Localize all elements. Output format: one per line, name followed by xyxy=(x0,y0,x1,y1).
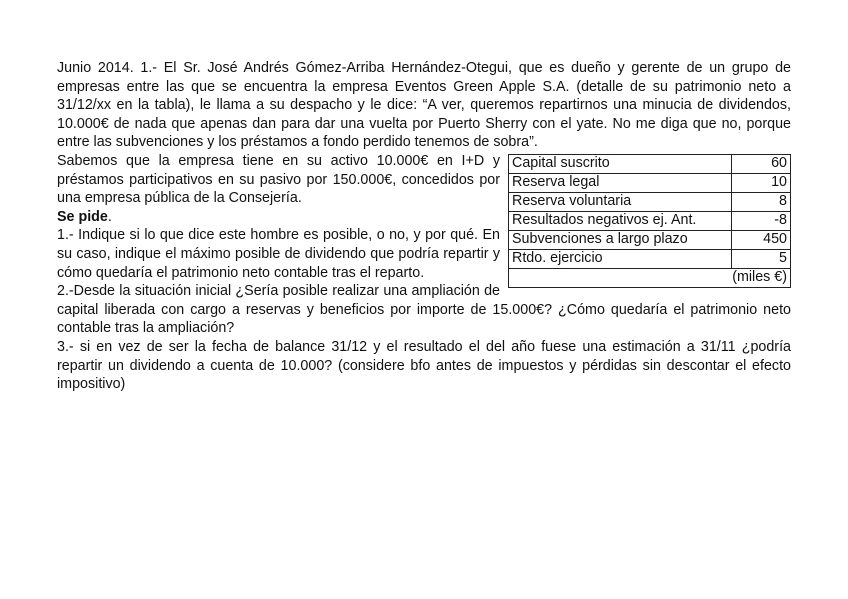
table-row xyxy=(509,173,791,192)
row-label: Rtdo. ejercicio xyxy=(509,249,732,268)
row-label: Reserva voluntaria xyxy=(509,192,732,211)
exam-page xyxy=(57,59,791,394)
intro-paragraph: Junio 2014. 1.- El Sr. José Andrés Gómez-Arriba Hernández-Otegui, que es dueño y gerente de un grupo de empresas entre las que se encuentra la empresa Eventos Green Apple S.A. (detalle de su patrimonio neto a 31/12/xx en la tabla), le llama a su despacho y le dice: “A ver, queremos repartirnos una minucia de dividendos, 10.000€ de nada que apenas dan para dar una vuelta por Puerto Sherry con el yate. No me diga que no, porque entre las subvenciones y los préstamos a fondo perdido tenemos de sobra”. xyxy=(57,60,791,151)
row-value: -8 xyxy=(732,211,791,230)
equity-table xyxy=(508,154,791,288)
row-value: 5 xyxy=(732,249,791,268)
row-value: 10 xyxy=(732,173,791,192)
row-value: 450 xyxy=(732,230,791,249)
table-units-row xyxy=(509,268,791,287)
table-row xyxy=(509,192,791,211)
row-value: 8 xyxy=(732,192,791,211)
row-value: 60 xyxy=(732,154,791,173)
context-paragraph: Sabemos que la empresa tiene en su activo 10.000€ en I+D y préstamos participativos en su pasivo por 150.000€, concedidos por una empresa pública de la Consejería. xyxy=(57,152,500,207)
row-label: Subvenciones a largo plazo xyxy=(509,230,732,249)
se-pide-heading: Se pide xyxy=(57,208,108,225)
question-2: 2.-Desde la situación inicial ¿Sería posible realizar una ampliación de capital liberada con cargo a reservas y beneficios por importe de 15.000€? ¿Cómo quedaría el patrimonio neto contable tras la ampliación? xyxy=(57,283,791,337)
units-label: (miles €) xyxy=(509,268,791,287)
row-label: Reserva legal xyxy=(509,173,732,192)
row-label: Resultados negativos ej. Ant. xyxy=(509,211,732,230)
table-row xyxy=(509,154,791,173)
se-pide-dot: . xyxy=(107,208,112,225)
question-3: 3.- si en vez de ser la fecha de balance 31/12 y el resultado el del año fuese una estimación a 31/11 ¿podría repartir un dividendo a cuenta de 10.000? (considere bfo antes de impuestos y pérdidas sin descontar el efecto impositivo) xyxy=(57,338,791,393)
table-row xyxy=(509,249,791,268)
question-1: 1.- Indique si lo que dice este hombre es posible, o no, y por qué. En su caso, indique el máximo posible de dividendo que podría repartir y cómo quedaría el patrimonio neto contable tras el reparto. xyxy=(57,227,500,281)
table-row xyxy=(509,230,791,249)
row-label: Capital suscrito xyxy=(509,154,732,173)
table-row xyxy=(509,211,791,230)
